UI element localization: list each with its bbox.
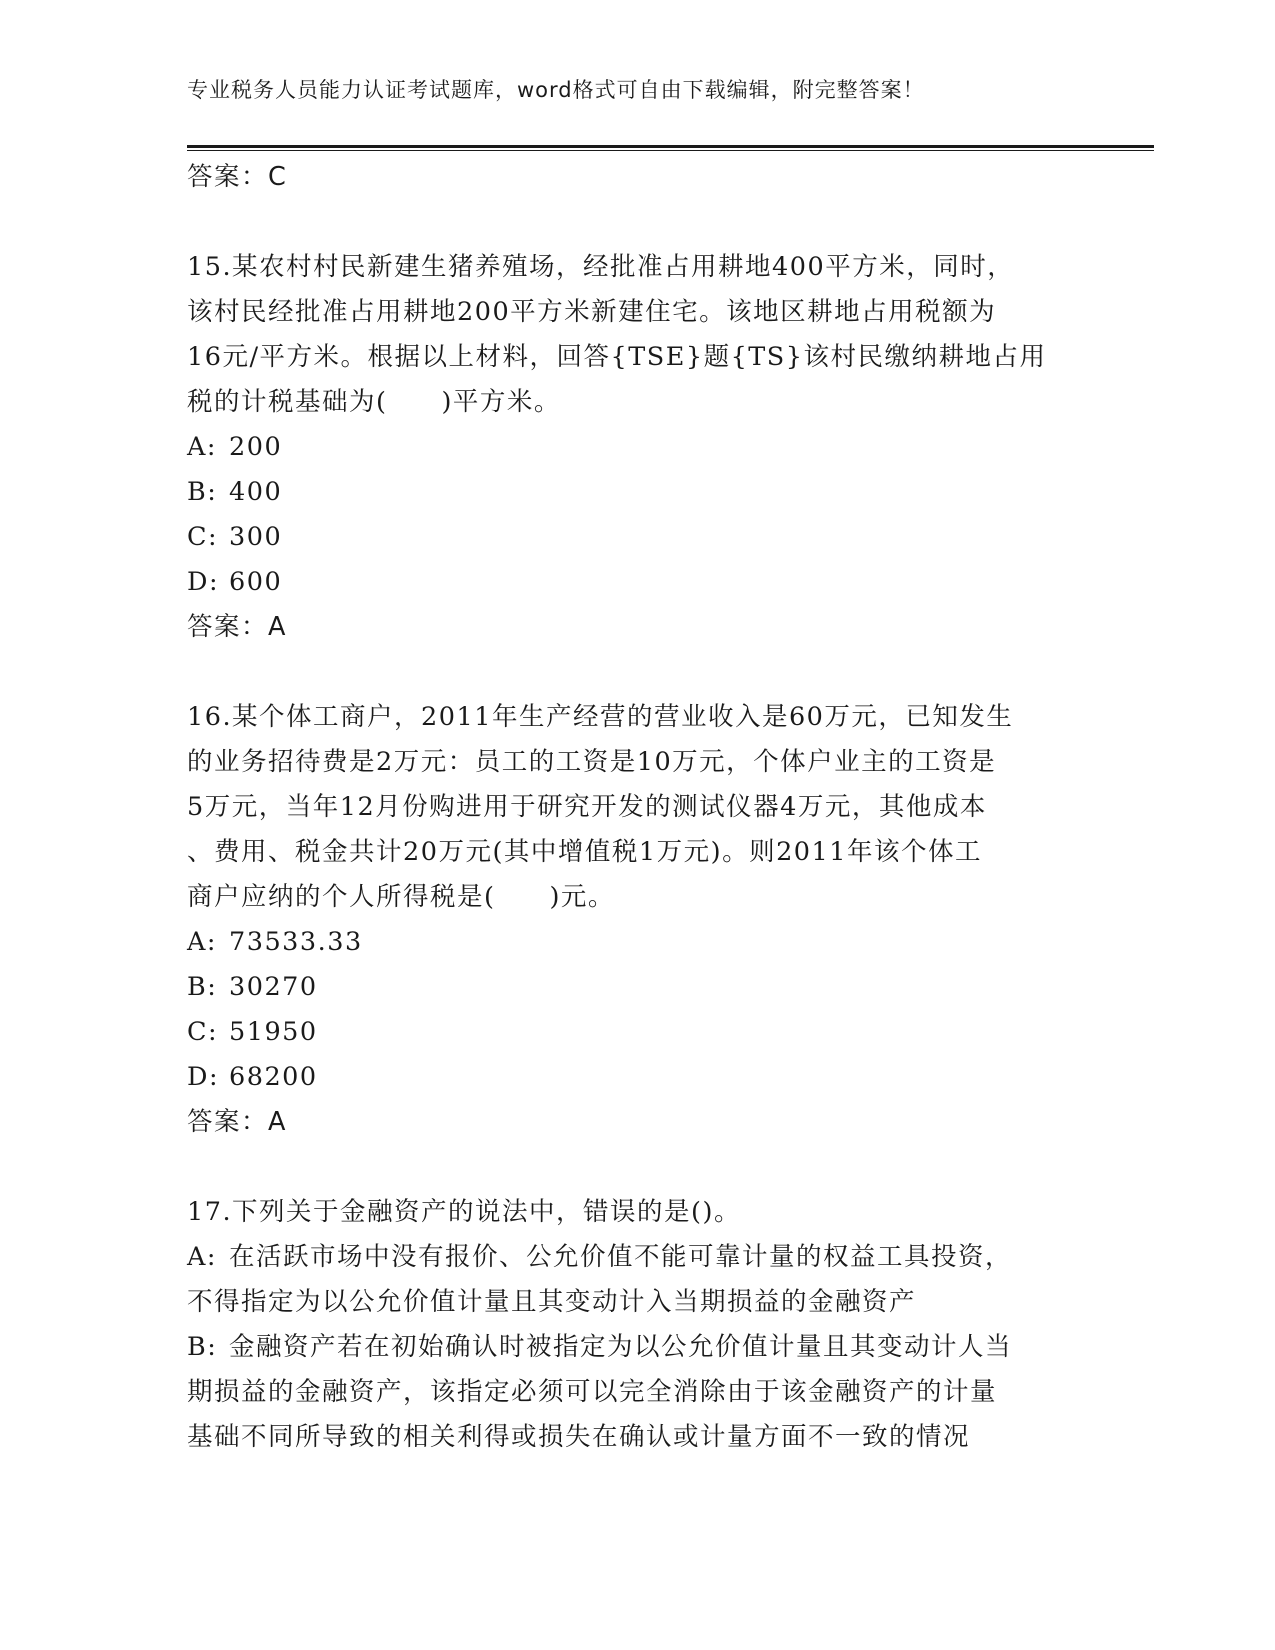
option-tag: D:: [187, 1062, 220, 1092]
question-text-line: 16.某个体工商户，2011年生产经营的营业收入是60万元，已知发生: [187, 702, 1014, 732]
answer-line: 答案：A: [187, 612, 287, 642]
option-text: 600: [229, 567, 283, 597]
option-text: 73533.33: [229, 927, 363, 957]
option-a: [187, 425, 1087, 470]
option-tag: A:: [187, 432, 218, 462]
option-tag: B:: [187, 477, 218, 507]
page-header: 专业税务人员能力认证考试题库，word格式可自由下载编辑，附完整答案！: [187, 78, 925, 102]
option-tag: B:: [187, 1332, 218, 1362]
header-rule-thin: [187, 150, 1154, 151]
option-text: 68200: [229, 1062, 318, 1092]
question-text-line: 5万元，当年12月份购进用于研究开发的测试仪器4万元，其他成本: [187, 792, 987, 822]
option-c: [187, 1010, 1087, 1055]
option-text: 期损益的金融资产，该指定必须可以完全消除由于该金融资产的计量: [187, 1377, 998, 1407]
option-text: 300: [229, 522, 283, 552]
option-b-continued: [187, 1370, 1087, 1415]
question-15: [187, 245, 1087, 650]
option-text: 30270: [229, 972, 318, 1002]
option-tag: C:: [187, 1017, 219, 1047]
option-text: 51950: [229, 1017, 318, 1047]
option-d: [187, 1055, 1087, 1100]
option-text: 基础不同所导致的相关利得或损失在确认或计量方面不一致的情况: [187, 1422, 971, 1452]
option-text: 金融资产若在初始确认时被指定为以公允价值计量且其变动计人当: [229, 1332, 1013, 1362]
question-text-line: 税的计税基础为( )平方米。: [187, 387, 561, 417]
answer-line: 答案：A: [187, 1107, 287, 1137]
option-b: [187, 965, 1087, 1010]
option-tag: A:: [187, 927, 218, 957]
option-a: [187, 920, 1087, 965]
document-body: [187, 155, 1087, 1460]
question-text-line: 该村民经批准占用耕地200平方米新建住宅。该地区耕地占用税额为: [187, 297, 997, 327]
question-text-line: 16元/平方米。根据以上材料，回答{TSE}题{TS}该村民缴纳耕地占用: [187, 342, 1047, 372]
option-b-continued: [187, 1415, 1087, 1460]
option-b: [187, 1325, 1087, 1370]
option-c: [187, 515, 1087, 560]
question-text-line: 15.某农村村民新建生猪养殖场，经批准占用耕地400平方米，同时，: [187, 252, 1015, 282]
question-16: [187, 695, 1087, 1145]
option-a: [187, 1235, 1087, 1280]
option-text: 不得指定为以公允价值计量且其变动计入当期损益的金融资产: [187, 1287, 917, 1317]
option-b: [187, 470, 1087, 515]
option-tag: A:: [187, 1242, 218, 1272]
question-text-line: 17.下列关于金融资产的说法中，错误的是()。: [187, 1197, 741, 1227]
option-a-continued: [187, 1280, 1087, 1325]
option-tag: B:: [187, 972, 218, 1002]
answer-line: 答案：C: [187, 162, 288, 192]
option-d: [187, 560, 1087, 605]
option-text: 200: [229, 432, 283, 462]
option-text: 400: [229, 477, 283, 507]
option-tag: C:: [187, 522, 219, 552]
question-text-line: 的业务招待费是2万元：员工的工资是10万元，个体户业主的工资是: [187, 747, 997, 777]
question-text-line: 、费用、税金共计20万元(其中增值税1万元)。则2011年该个体工: [187, 837, 982, 867]
question-17: [187, 1190, 1087, 1460]
header-rule-thick: [187, 145, 1154, 148]
option-text: 在活跃市场中没有报价、公允价值不能可靠计量的权益工具投资，: [229, 1242, 1013, 1272]
option-tag: D:: [187, 567, 220, 597]
question-text-line: 商户应纳的个人所得税是( )元。: [187, 882, 615, 912]
